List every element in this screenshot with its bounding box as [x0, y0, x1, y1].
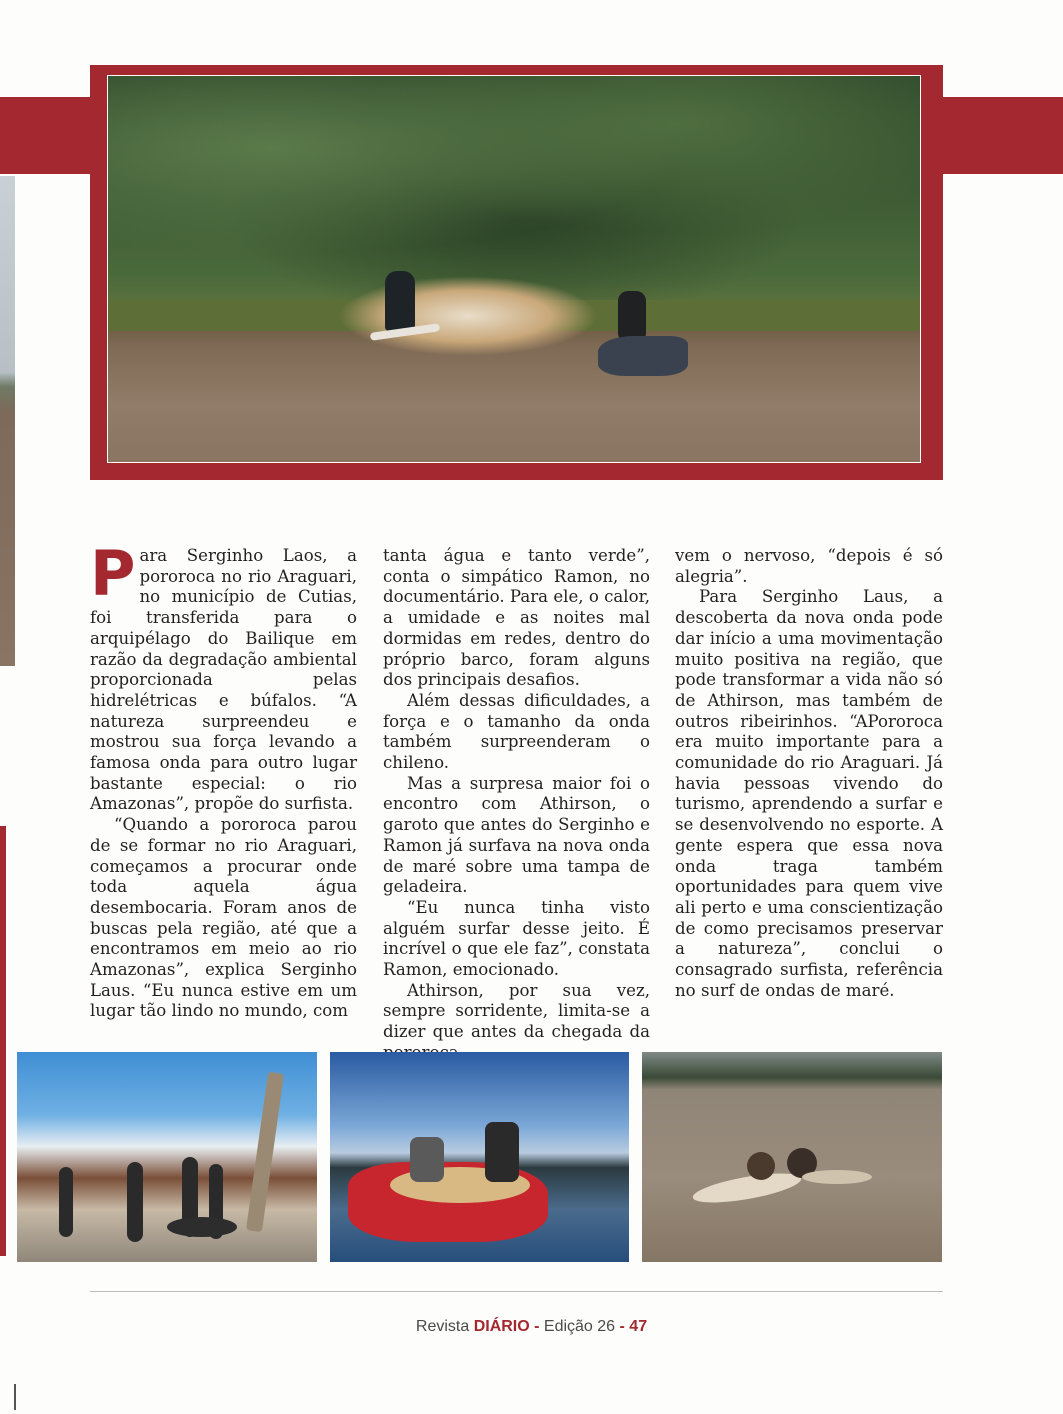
article-paragraph: Além dessas dificuldades, a força e o tamanho da onda também surpreenderam o chileno. — [383, 690, 650, 773]
article-paragraph: Para Serginho Laus, a descoberta da nova onda pode dar início a uma movimentação muito positiva na região, que pode transformar a vida não só de Athirson, mas também de outros ribeirinhos. “APororoca era muito importante para a comunidade do rio Araguari. Já havia pessoas vivendo do turismo, aprendendo a surfar e se desenvolvendo no esporte. A gente espera que essa nova onda traga também oportunidades para quem vive ali perto e uma conscientização de como precisamos preservar a natureza”, conclui o consagrado surfista, referência no surf de ondas de maré. — [675, 587, 943, 1000]
article-column-1 — [90, 537, 357, 1022]
footer-separator: - — [529, 1318, 544, 1335]
hero-photo-surfing-pororoca — [107, 75, 921, 463]
adjacent-page-photo-strip — [0, 176, 15, 666]
article-paragraph: tanta água e tanto verde”, conta o simpático Ramon, no documentário. Para ele, o calor, a umidade e as noites mal dormidas em redes, dentro do próprio barco, foram alguns dos principais desafios. — [383, 546, 650, 690]
footer-prefix: Revista — [415, 1318, 474, 1335]
photo-board-bag — [167, 1217, 237, 1237]
decorative-red-bar — [0, 826, 6, 1256]
crop-mark — [14, 1384, 16, 1410]
photo-surfboard — [802, 1170, 872, 1184]
photo-jetski — [598, 336, 688, 376]
page-number: 47 — [629, 1318, 648, 1335]
article-column-2 — [383, 546, 650, 1064]
article-paragraph: “Quando a pororoca parou de se formar no rio Araguari, começamos a procurar onde toda aquela água desembocaria. Foram anos de buscas pela região, até que a encontramos em meio ao rio Amazonas”, explica Serginho Laus. “Eu nunca estive em um lugar tão lindo no mundo, com — [90, 815, 357, 1021]
article-paragraph: Athirson, por sua vez, sempre sorridente, limita-se a dizer que antes da chegada da — [383, 980, 650, 1042]
paragraph-text: ara Serginho Laos, a pororoca no rio Araguari, no município de Cutias, foi transferida para o arquipélago do Bailique em razão da degradação ambiental proporcionada pelas hidrelétricas e búfalos. “A natureza surpreendeu e mostrou sua força levando a famosa onda para outro lugar bastante especial: o rio Amazonas”, propõe do surfista. — [90, 546, 357, 814]
photo-wooden-post — [246, 1072, 284, 1233]
article-paragraph: “Eu nunca tinha visto alguém surfar desse jeito. É incrível o que ele faz”, constata Ramon, emocionado. — [383, 897, 650, 980]
drop-cap: P — [90, 537, 136, 610]
footer-separator: - — [615, 1318, 630, 1335]
photo-surfers-in-river — [642, 1052, 942, 1262]
article-column-3 — [675, 546, 943, 1001]
article-paragraph — [90, 537, 357, 815]
photo-person — [747, 1152, 775, 1180]
article-paragraph: Mas a surpresa maior foi o encontro com Athirson, o garoto que antes do Serginho e Ramon já surfava na nova onda de maré sobre uma tampa de geladeira. — [383, 773, 650, 897]
decorative-band-left — [0, 97, 92, 174]
photo-person — [59, 1167, 73, 1237]
footer-edition: Edição 26 — [543, 1318, 616, 1335]
photo-person — [127, 1162, 143, 1242]
page-footer — [0, 1318, 1063, 1336]
photo-wave-splash — [338, 276, 598, 356]
photo-surfer — [385, 271, 415, 331]
photo-surfboard — [691, 1168, 803, 1209]
article-paragraph: vem o nervoso, “depois é só alegria”. — [675, 546, 943, 586]
footer-brand: DIÁRIO — [473, 1318, 530, 1335]
footer-rule — [90, 1291, 943, 1292]
photo-jetski-with-surfboard — [330, 1052, 629, 1262]
photo-person — [410, 1137, 444, 1182]
photo-boat-dock-group — [17, 1052, 317, 1262]
photo-person — [485, 1122, 519, 1182]
decorative-band-right — [942, 97, 1063, 174]
